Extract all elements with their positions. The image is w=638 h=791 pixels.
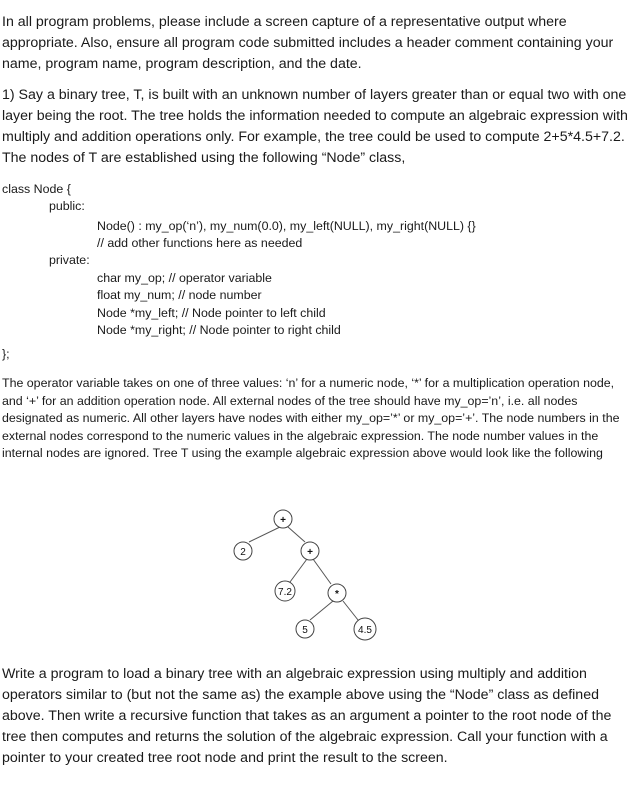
intro-paragraph: In all program problems, please include a screen capture of a representative output where appropriate. Also, ensure all program code submitted includes a header comment containing your name, program name, program description, and the date. <box>2 14 614 72</box>
tree-node-inner-plus <box>301 542 319 560</box>
tree-node-leaf-5 <box>296 620 314 638</box>
tree-node-multiply-label: * <box>335 589 339 600</box>
operator-description-paragraph: The operator variable takes on one of three values: ‘n’ for a numeric node, ‘*’ for a multiplication operation node, and ‘+’ for an addition operation node. All external nodes of the tree should have my_op=’n’, i.e. all nodes designated as numeric. All other layers have nodes with either my_op=’*’ or my_op=’+’. The node numbers in the external nodes correspond to the numeric values in the algebraic expression. The node number values in the internal nodes are ignored. Tree T using the example algebraic expression above would look like the following <box>2 376 620 461</box>
code-public-label: public: <box>49 199 85 213</box>
tree-node-multiply <box>328 584 346 602</box>
tree-node-leaf-7-2-label: 7.2 <box>278 587 292 598</box>
tree-node-root-plus <box>274 510 292 528</box>
edge-root-right <box>288 527 305 542</box>
edge-mult-right <box>343 601 358 620</box>
tree-node-inner-plus-label: + <box>307 547 313 558</box>
edge-plus-left <box>290 559 307 582</box>
tree-node-leaf-4-5 <box>354 618 376 640</box>
code-comment-add-functions: // add other functions here as needed <box>97 236 303 250</box>
tree-node-leaf-5-label: 5 <box>302 625 308 636</box>
task-paragraph: Write a program to load a binary tree with an algebraic expression using multiply and addition operators similar to (but not the same as) the example above using the “Node” class as defined above. Then write a recursive function that takes as an argument a pointer to the root node of the tree then computes and returns the solution of the algebraic expression. Call your function with a pointer to your created tree root node and print the result to the screen. <box>2 666 612 766</box>
code-field-num: float my_num; // node number <box>97 288 262 302</box>
code-private-label: private: <box>49 253 90 267</box>
code-field-left: Node *my_left; // Node pointer to left child <box>97 306 326 320</box>
code-class-end: }; <box>2 347 10 361</box>
tree-node-root-label: + <box>280 515 286 526</box>
code-class-declaration: class Node { <box>2 182 71 196</box>
problem-1-paragraph: 1) Say a binary tree, T, is built with an unknown number of layers greater than or equal two with one layer being the root. The tree holds the information needed to compute an algebraic expression with multiply and addition operations only. For example, the tree could be used to compute 2+5*4.5+7.2. The nodes of T are established using the following “Node” class, <box>2 87 628 166</box>
tree-node-leaf-7-2 <box>275 581 295 601</box>
tree-node-leaf-4-5-label: 4.5 <box>358 625 372 636</box>
tree-node-leaf-2 <box>234 542 252 560</box>
edge-mult-left <box>310 601 333 620</box>
tree-node-leaf-2-label: 2 <box>240 547 246 558</box>
code-constructor: Node() : my_op(‘n’), my_num(0.0), my_left(NULL), my_right(NULL) {} <box>97 219 476 233</box>
expression-tree-diagram <box>0 508 638 636</box>
edge-plus-right <box>313 559 331 584</box>
code-field-right: Node *my_right; // Node pointer to right child <box>97 323 341 337</box>
edge-root-left <box>249 527 280 542</box>
code-field-op: char my_op; // operator variable <box>97 271 272 285</box>
